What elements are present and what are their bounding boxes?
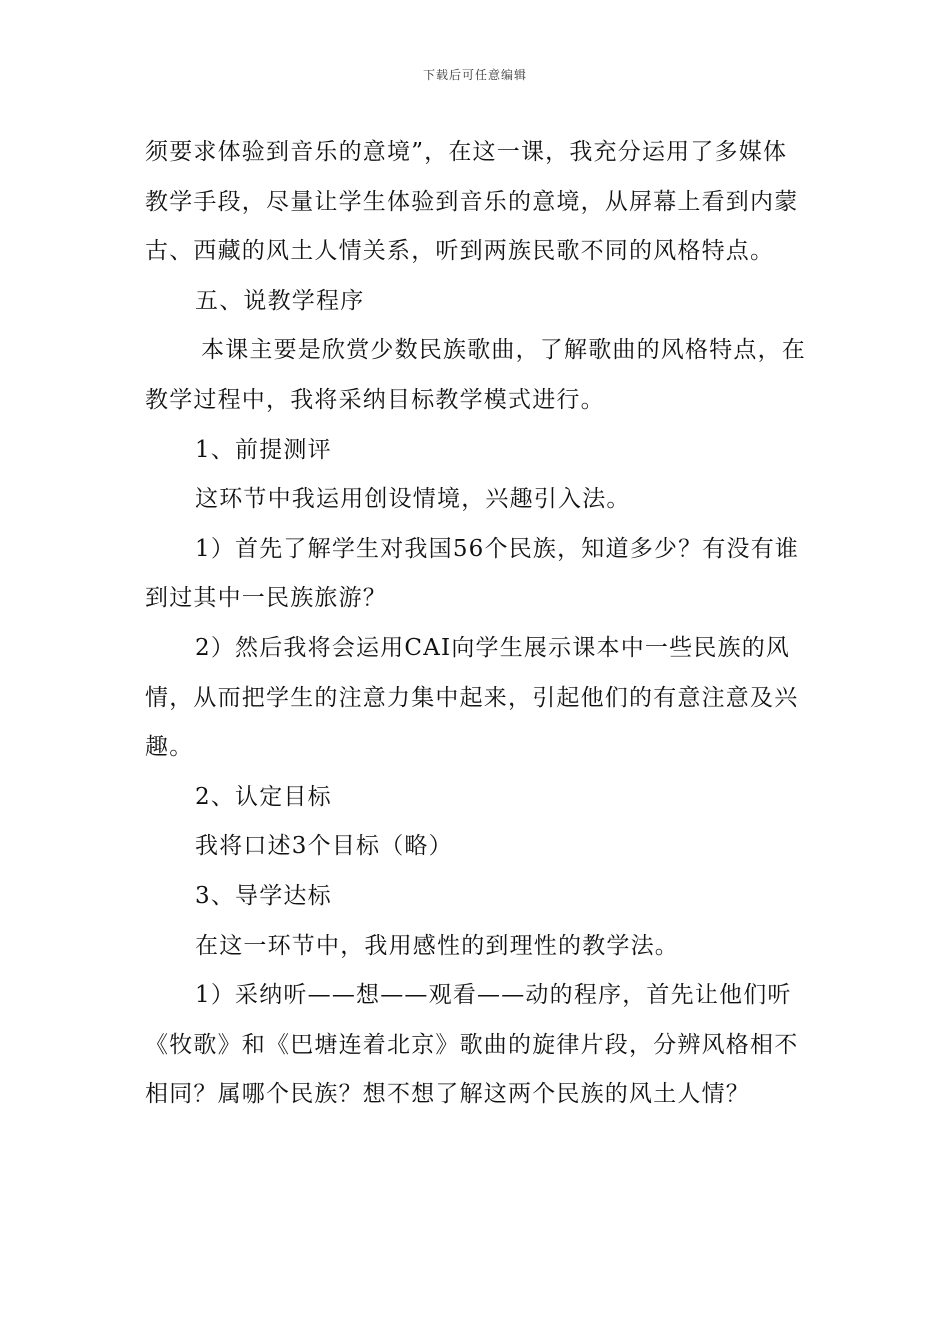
page-header: 下载后可任意编辑 <box>422 68 527 82</box>
list-item-step-1: 1）首先了解学生对我国56个民族，知道多少？有没有谁到过其中一民族旅游？ <box>145 535 800 612</box>
list-item-step-2: 2）然后我将会运用CAI向学生展示课本中一些民族的风情，从而把学生的注意力集中起来，引起他们的有意注意及兴趣。 <box>145 634 799 761</box>
paragraph-procedure-intro: 本课主要是欣赏少数民族歌曲，了解歌曲的风格特点，在教学过程中，我将采纳目标教学模式进行。 <box>145 337 806 413</box>
paragraph-continuation: 须要求体验到音乐的意境”，在这一课，我充分运用了多媒体教学手段，尽量让学生体验到音乐的意境，从屏幕上看到内蒙古、西藏的风土人情关系，听到两族民歌不同的风格特点。 <box>145 139 799 265</box>
section-heading-teaching-procedure: 五、说教学程序 <box>195 287 365 314</box>
list-item-guided-step-1: 1）采纳听——想——观看——动的程序，首先让他们听《牧歌》和《巴塘连着北京》歌曲的旋律片段，分辨风格相不相同？属哪个民族？想不想了解这两个民族的风土人情？ <box>145 982 799 1108</box>
paragraph-goals: 我将口述3个目标（略） <box>195 833 453 860</box>
paragraph-guided-learning-method: 在这一环节中，我用感性的到理性的教学法。 <box>195 932 679 959</box>
subheading-pre-assessment: 1、前提测评 <box>195 436 332 463</box>
document-body <box>145 128 807 1120</box>
subheading-guided-learning: 3、导学达标 <box>195 882 332 909</box>
subheading-set-goals: 2、认定目标 <box>195 783 332 810</box>
paragraph-pre-assessment-method: 这环节中我运用创设情境，兴趣引入法。 <box>195 486 631 513</box>
